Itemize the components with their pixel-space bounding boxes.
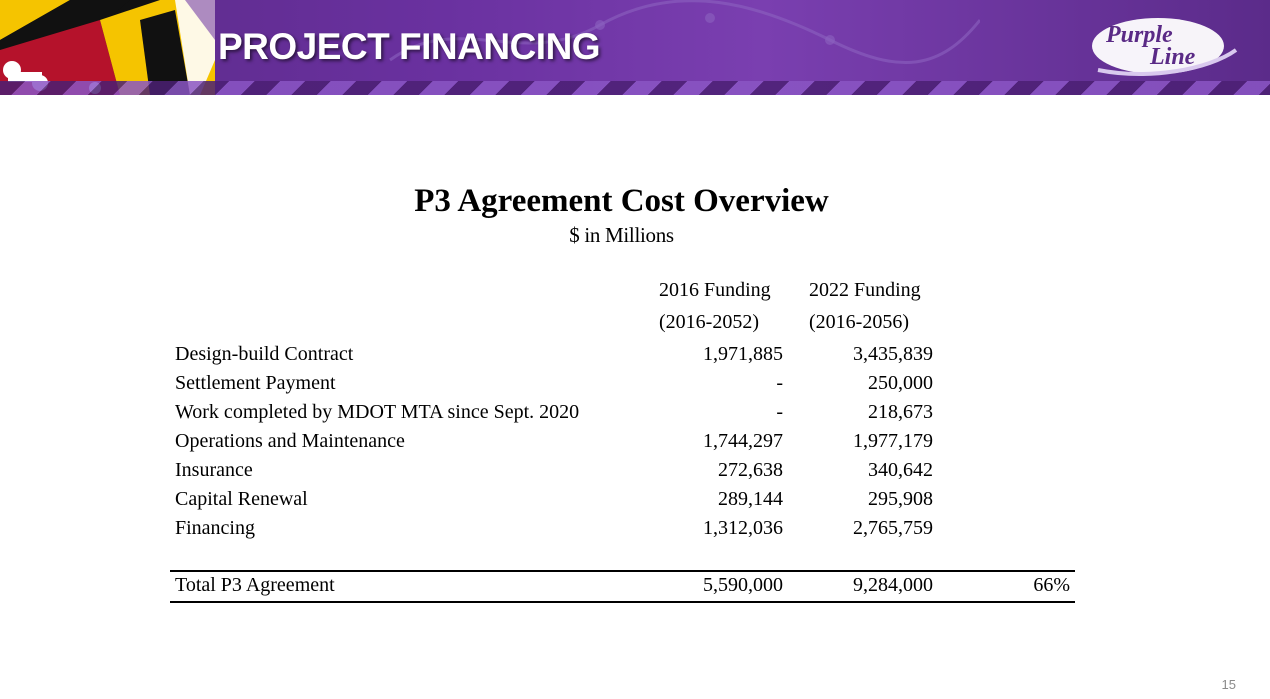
row-2022-value: 250,000 <box>868 372 933 394</box>
col-2022-period: (2016-2056) <box>809 311 909 333</box>
row-2022-value: 2,765,759 <box>853 517 933 539</box>
row-label: Insurance <box>175 459 253 481</box>
row-2016-value: - <box>776 372 783 394</box>
col-2022-heading: 2022 Funding <box>809 279 921 301</box>
row-2016-value: 289,144 <box>718 488 783 510</box>
row-label: Financing <box>175 517 255 539</box>
row-2022-value: 3,435,839 <box>853 343 933 365</box>
row-2022-value: 295,908 <box>868 488 933 510</box>
row-label: Work completed by MDOT MTA since Sept. 2020 <box>175 401 580 423</box>
header-banner <box>0 0 1270 95</box>
banner-stripes <box>0 81 1270 95</box>
purple-line-logo <box>1088 10 1238 82</box>
table-header-row-2 <box>170 308 1075 340</box>
row-2022-value: 340,642 <box>868 459 933 481</box>
row-2016-value: 1,971,885 <box>703 343 783 365</box>
row-2016-value: 1,744,297 <box>703 430 783 452</box>
slide-subtitle: $ in Millions <box>569 223 674 247</box>
row-2016-value: - <box>776 401 783 423</box>
table-row <box>170 369 1075 398</box>
table-row <box>170 514 1075 543</box>
logo-text-line: Line <box>1150 44 1196 70</box>
total-2016-value: 5,590,000 <box>703 574 783 596</box>
table-row <box>170 398 1075 427</box>
row-2022-value: 1,977,179 <box>853 430 933 452</box>
total-percent-change: 66% <box>1033 574 1070 596</box>
col-2016-heading: 2016 Funding <box>659 279 771 301</box>
total-label: Total P3 Agreement <box>175 574 335 596</box>
row-2016-value: 1,312,036 <box>703 517 783 539</box>
cost-table <box>170 276 1075 543</box>
table-row <box>170 485 1075 514</box>
row-label: Design-build Contract <box>175 343 354 365</box>
row-label: Operations and Maintenance <box>175 430 405 452</box>
page-number: 15 <box>1221 677 1236 692</box>
table-header-row-1 <box>170 276 1075 308</box>
col-2016-period: (2016-2052) <box>659 311 759 333</box>
table-row <box>170 340 1075 369</box>
page-title: PROJECT FINANCING <box>218 26 601 67</box>
total-2022-value: 9,284,000 <box>853 574 933 596</box>
row-label: Settlement Payment <box>175 372 336 394</box>
table-row <box>170 427 1075 456</box>
row-label: Capital Renewal <box>175 488 308 510</box>
table-row <box>170 456 1075 485</box>
row-2016-value: 272,638 <box>718 459 783 481</box>
slide-title: P3 Agreement Cost Overview <box>414 183 829 219</box>
row-2022-value: 218,673 <box>868 401 933 423</box>
logo-text-purple: Purple <box>1106 22 1173 48</box>
total-row <box>170 570 1075 603</box>
